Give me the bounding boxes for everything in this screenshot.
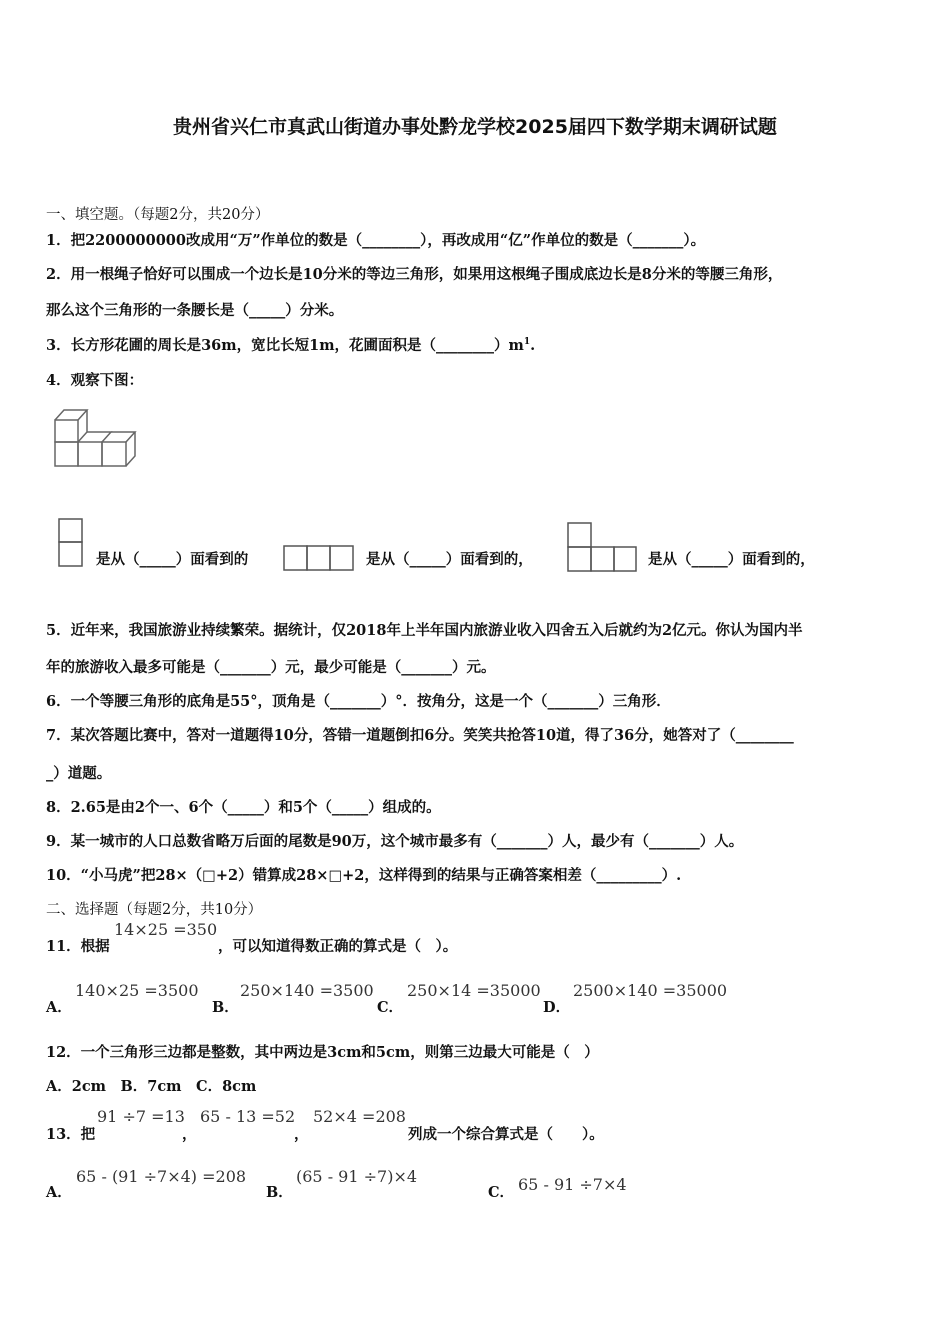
question-2-line-1: 2．用一根绳子恰好可以围成一个边长是10分米的等边三角形，如果用这根绳子围成底边长是8分米的等腰三角形， <box>46 266 783 283</box>
question-12: 12．一个三角形三边都是整数，其中两边是3cm和5cm，则第三边最大可能是（ ） <box>46 1044 599 1061</box>
question-3-text: 3．长方形花圃的周长是36m，宽比长短1m，花圃面积是（________）m <box>46 337 524 354</box>
question-11-option-b-label: B． <box>212 999 239 1016</box>
question-12-options: A．2cm B．7cm C．8cm <box>46 1078 257 1095</box>
question-4-view-1-text: 是从（_____）面看到的 <box>96 551 249 568</box>
view-shape-vertical <box>56 516 86 570</box>
question-11-option-a-label: A． <box>46 999 72 1016</box>
question-11-option-b-expr: 250×140 =3500 <box>240 981 374 1000</box>
cube-face-4 <box>102 442 126 466</box>
question-13-math-1: 91 ÷7 =13 <box>97 1107 185 1126</box>
question-6: 6．一个等腰三角形的底角是55°，顶角是（_______）°．按角分，这是一个（_______）三角形． <box>46 693 671 710</box>
cube-top-3 <box>111 432 135 442</box>
question-4: 4．观察下图： <box>46 372 144 389</box>
view-shape-l <box>565 520 639 574</box>
question-13-post: 列成一个综合算式是（ ）。 <box>408 1126 604 1143</box>
question-3 <box>46 334 535 355</box>
question-8: 8．2.65是由2个一、6个（_____）和5个（_____）组成的。 <box>46 799 441 816</box>
question-4-view-2-text: 是从（_____）面看到的， <box>366 551 533 568</box>
question-13-option-c-label: C． <box>488 1184 515 1201</box>
question-11-option-d-label: D． <box>543 999 571 1016</box>
question-13-pre: 13．把 <box>46 1126 96 1143</box>
question-5-line-2: 年的旅游收入最多可能是（_______）元，最少可能是（_______）元。 <box>46 659 496 676</box>
section-choice-heading: 二、选择题（每题2分，共10分） <box>46 902 263 918</box>
question-13-option-b-expr: (65 - 91 ÷7)×4 <box>296 1167 418 1186</box>
question-3-superscript: 1 <box>523 337 531 348</box>
question-13-comma-1: ， <box>182 1126 197 1143</box>
question-11-post: ，可以知道得数正确的算式是（ ）。 <box>218 938 458 955</box>
cube-figure <box>50 398 140 470</box>
question-10: 10．“小马虎”把28×（□+2）错算成28×□+2，这样得到的结果与正确答案相差（_________）. <box>46 867 682 884</box>
question-7-line-1: 7．某次答题比赛中，答对一道题得10分，答错一道题倒扣6分。笑笑共抢答10道，得了36分，她答对了（________ <box>46 727 794 744</box>
question-13-option-a-expr: 65 - (91 ÷7×4) =208 <box>76 1167 247 1186</box>
question-4-view-3-text: 是从（_____）面看到的， <box>648 551 815 568</box>
cube-face-3 <box>78 442 102 466</box>
question-5-line-1: 5．近年来，我国旅游业持续繁荣。据统计，仅2018年上半年国内旅游业收入四舍五入后就约为2亿元。你认为国内半 <box>46 622 803 639</box>
page-title: 贵州省兴仁市真武山街道办事处黔龙学校2025届四下数学期末调研试题 <box>173 116 777 138</box>
question-2-line-2: 那么这个三角形的一条腰长是（_____）分米。 <box>46 302 344 319</box>
question-13-math-3: 52×4 =208 <box>313 1107 406 1126</box>
question-13-option-a-label: A． <box>46 1184 72 1201</box>
section-fill-blank-heading: 一、填空题。（每题2分，共20分） <box>46 207 270 223</box>
question-11-pre: 11．根据 <box>46 938 110 955</box>
view-shape-row <box>282 543 356 573</box>
question-11-option-c-label: C． <box>377 999 404 1016</box>
question-11-option-a-expr: 140×25 =3500 <box>75 981 199 1000</box>
cube-face-2 <box>55 442 78 466</box>
question-9: 9．某一城市的人口总数省略万后面的尾数是90万，这个城市最多有（_______）人，最少有（_______）人。 <box>46 833 744 850</box>
cube-face-1 <box>55 420 78 442</box>
question-1: 1．把2200000000改成用“万”作单位的数是（________），再改成用“亿”作单位的数是（_______）。 <box>46 232 706 249</box>
question-13-comma-2: ， <box>294 1126 309 1143</box>
question-11-option-c-expr: 250×14 =35000 <box>407 981 541 1000</box>
question-7-line-2: _）道题。 <box>46 765 112 782</box>
question-13-math-2: 65 - 13 =52 <box>200 1107 296 1126</box>
question-13-option-b-label: B． <box>266 1184 293 1201</box>
question-3-end: . <box>530 337 536 354</box>
cube-top-2 <box>87 432 111 442</box>
cube-top-1 <box>55 410 87 420</box>
question-11-option-d-expr: 2500×140 =35000 <box>573 981 728 1000</box>
question-13-option-c-expr: 65 - 91 ÷7×4 <box>518 1175 627 1194</box>
question-11-math: 14×25 =350 <box>114 920 218 939</box>
